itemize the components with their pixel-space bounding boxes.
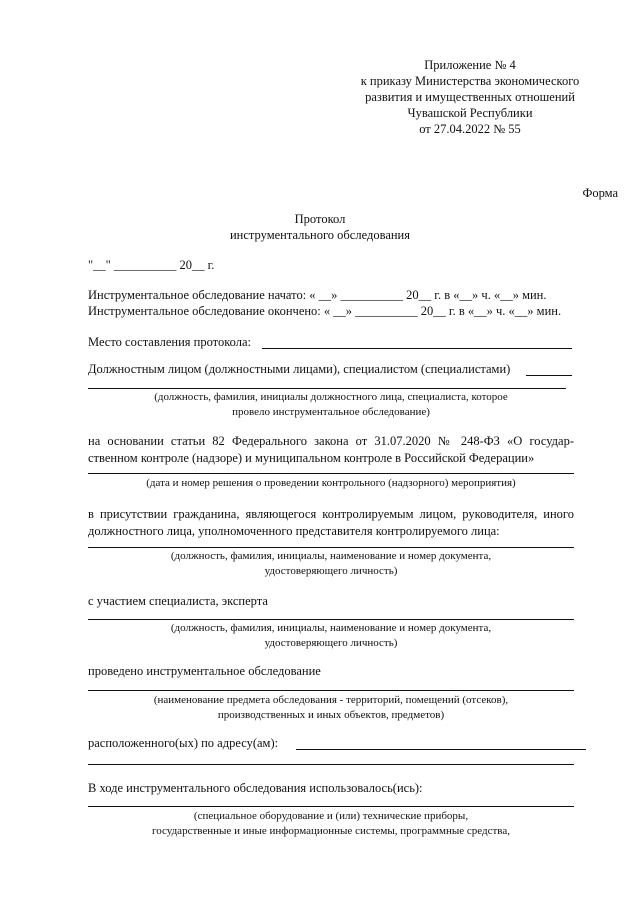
document-title: Протокол: [294, 212, 346, 226]
basis-text: на основании статьи 82 Федерального закона от 31.07.2020 № 248-ФЗ «О государ-ственном контроле (надзоре) и муниципальном контроле в Российской Федерации»: [88, 434, 574, 465]
address-field-line-2[interactable]: [88, 764, 574, 765]
conducted-caption: [88, 693, 574, 723]
appendix-line: Чувашской Республики: [407, 106, 533, 120]
appendix-header: [340, 57, 600, 137]
address-label: расположенного(ых) по адресу(ам):: [88, 736, 279, 750]
caption-line: (наименование предмета обследования - территорий, помещений (отсеков),: [153, 694, 509, 706]
inspection-started: Инструментальное обследование начато: « __» __________ 20__ г. в «__» ч. «__» мин.: [88, 288, 547, 302]
used-label: В ходе инструментального обследования использовалось(ись):: [88, 781, 423, 795]
inspection-ended: Инструментальное обследование окончено: « __» __________ 20__ г. в «__» ч. «__» мин.: [88, 304, 562, 318]
form-label: Форма: [582, 186, 618, 200]
caption-line: удостоверяющего личность): [264, 637, 398, 649]
conducted-label: проведено инструментальное обследование: [88, 664, 321, 678]
caption-line: (специальное оборудование и (или) технические приборы,: [193, 810, 469, 822]
officials-label: Должностным лицом (должностными лицами), специалистом (специалистами): [88, 362, 511, 376]
document-subtitle: инструментального обследования: [229, 228, 410, 242]
presence-field-line[interactable]: [88, 547, 574, 548]
protocol-date: "__" __________ 20__ г.: [88, 258, 215, 272]
caption-line: государственные и иные информационные системы, программные средства,: [152, 825, 510, 837]
address-field-line[interactable]: [296, 749, 586, 750]
place-label: Место составления протокола:: [88, 335, 251, 349]
appendix-line: развития и имущественных отношений: [365, 90, 575, 104]
basis-caption: (дата и номер решения о проведении контрольного (надзорного) мероприятия): [146, 477, 516, 489]
caption-line: (должность, фамилия, инициалы должностного лица, специалиста, которое: [154, 391, 508, 403]
caption-line: (должность, фамилия, инициалы, наименование и номер документа,: [170, 622, 492, 634]
appendix-line: от 27.04.2022 № 55: [419, 122, 521, 136]
used-field-line[interactable]: [88, 806, 574, 807]
specialist-field-line[interactable]: [88, 619, 574, 620]
caption-line: провело инструментальное обследование): [232, 406, 430, 418]
specialist-label: с участием специалиста, эксперта: [88, 594, 268, 608]
officials-field-line[interactable]: [526, 375, 572, 376]
used-caption: [88, 809, 574, 839]
basis-field-line[interactable]: [88, 473, 574, 474]
officials-caption: [88, 390, 574, 420]
caption-line: (должность, фамилия, инициалы, наименование и номер документа,: [170, 550, 492, 562]
presence-caption: [88, 549, 574, 579]
place-field-line[interactable]: [262, 348, 572, 349]
caption-line: производственных и иных объектов, предметов): [217, 709, 445, 721]
specialist-caption: [88, 621, 574, 651]
appendix-line: к приказу Министерства экономического: [360, 74, 580, 88]
conducted-field-line[interactable]: [88, 690, 574, 691]
caption-line: удостоверяющего личность): [264, 565, 398, 577]
officials-field-line-2[interactable]: [88, 388, 566, 389]
presence-text: в присутствии гражданина, являющегося контролируемым лицом, руководителя, иного должностного лица, уполномоченного представителя контролируемого лица:: [88, 507, 574, 538]
appendix-line: Приложение № 4: [424, 58, 516, 72]
